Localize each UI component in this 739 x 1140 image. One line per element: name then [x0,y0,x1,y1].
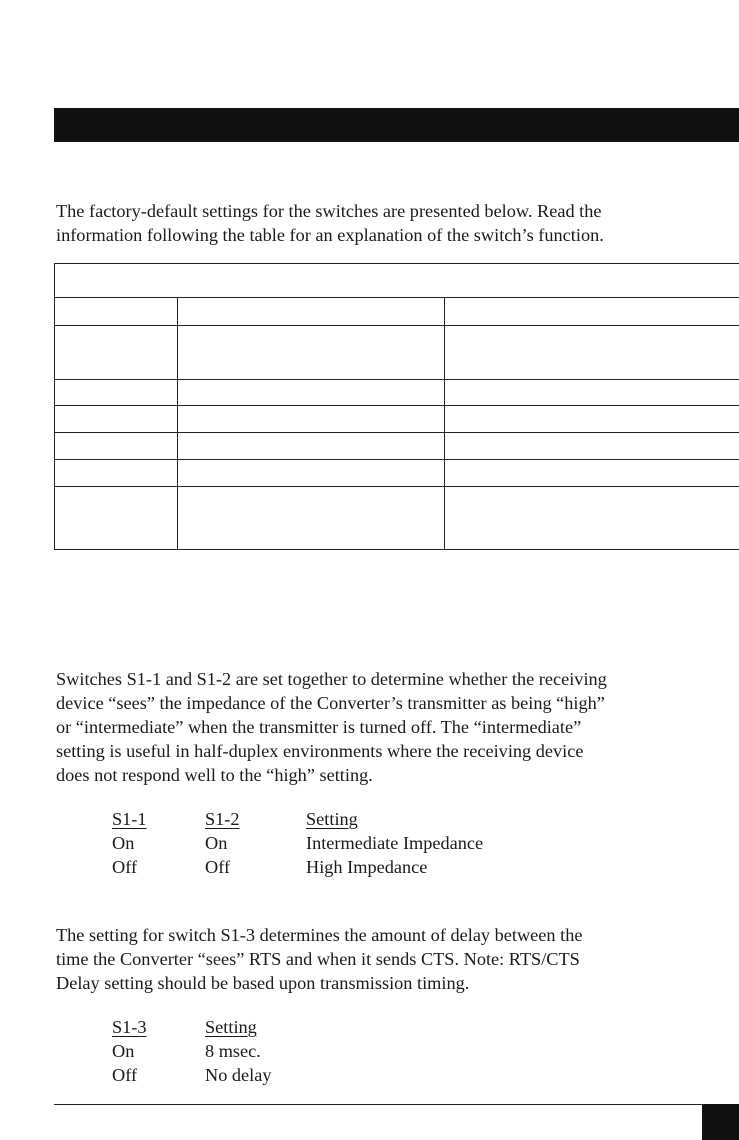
switch-value: Off [112,857,138,877]
list-item [112,1039,412,1063]
table-row [55,487,739,550]
footer-rule [54,1104,739,1105]
table-cell [55,380,178,406]
table-cell [178,406,445,433]
delay-line: The setting for switch S1-3 determines the amount of delay between the [56,925,583,945]
table-title-cell [55,264,739,298]
switch-value: On [112,1041,135,1061]
table-cell [445,487,739,550]
table-cell [445,326,739,380]
section-header-bar [54,108,739,142]
impedance-settings-list [112,807,572,879]
column-header: S1-2 [205,809,240,829]
column-header: Setting [205,1017,257,1037]
factory-defaults-table [54,263,739,550]
table-cell [178,326,445,380]
list-item [112,831,572,855]
intro-paragraph [56,199,732,247]
setting-value: No delay [205,1065,272,1085]
table-cell [445,380,739,406]
switch-value: Off [205,857,231,877]
list-item [112,1063,412,1087]
switch-value: On [112,833,135,853]
column-header: S1-3 [112,1017,147,1037]
table-row [55,460,739,487]
table-cell [55,298,178,326]
settings-header-row [112,1015,412,1039]
impedance-line: does not respond well to the “high” setting. [56,765,373,785]
delay-line: time the Converter “sees” RTS and when it sends CTS. Note: RTS/CTS [56,949,580,969]
table-cell [178,433,445,460]
table-cell [445,460,739,487]
table-cell [178,380,445,406]
table-cell [55,460,178,487]
table-row [55,380,739,406]
setting-value: 8 msec. [205,1041,261,1061]
settings-header-row [112,807,572,831]
impedance-paragraph [56,667,732,787]
impedance-line: Switches S1-1 and S1-2 are set together to determine whether the receiving [56,669,607,689]
delay-settings-list [112,1015,412,1087]
column-header: Setting [306,809,358,829]
delay-paragraph [56,923,732,995]
table-cell [55,487,178,550]
table-header-row [55,298,739,326]
table-cell [445,298,739,326]
switch-value: On [205,833,228,853]
table-cell [55,406,178,433]
intro-line: The factory-default settings for the switches are presented below. Read the [56,201,602,221]
table-row [55,406,739,433]
switch-value: Off [112,1065,138,1085]
impedance-line: device “sees” the impedance of the Converter’s transmitter as being “high” [56,693,605,713]
table-cell [445,406,739,433]
delay-line: Delay setting should be based upon transmission timing. [56,973,470,993]
table-cell [55,326,178,380]
setting-value: High Impedance [306,857,428,877]
table-cell [178,487,445,550]
setting-value: Intermediate Impedance [306,833,484,853]
table-cell [445,433,739,460]
table-row [55,433,739,460]
table-cell [178,460,445,487]
intro-line: information following the table for an explanation of the switch’s function. [56,225,604,245]
list-item [112,855,572,879]
impedance-line: or “intermediate” when the transmitter is turned off. The “intermediate” [56,717,582,737]
table-cell [55,433,178,460]
table-cell [178,298,445,326]
table-title-row [55,264,739,298]
table-row [55,326,739,380]
column-header: S1-1 [112,809,147,829]
impedance-line: setting is useful in half-duplex environments where the receiving device [56,741,584,761]
page-number-box [702,1104,739,1140]
